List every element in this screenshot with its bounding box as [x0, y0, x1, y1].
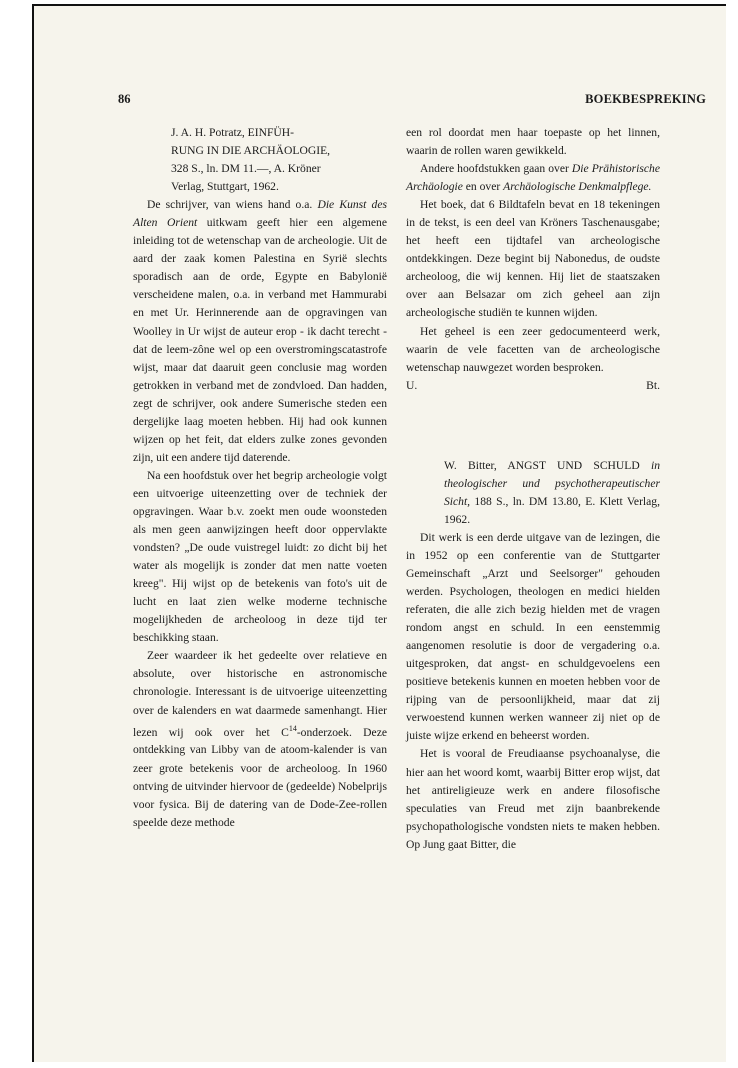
review1-paragraph-2: Na een hoofdstuk over het begrip archeologie volgt een uitvoerige uiteenzetting over de techniek der opgravingen. Waar b.v. zoekt men oude woonsteden als men geen aanwijzingen heeft door oppervlakte vondsten? „De oude vuistregel luidt: zo dicht bij het water als mogelijk is zonder dat men natte voeten kreeg". Hij wijst op de betekenis van foto's uit de lucht en laat zien welke moderne technische mogelijkheden de archeoloog in deze tijd ter beschikking staan.	[133, 468, 387, 645]
review1-ref-line1: J. A. H. Potratz, EINFÜH-	[171, 126, 295, 139]
review1-paragraph-5: Het boek, dat 6 Bildtafeln bevat en 18 tekeningen in de tekst, is een deel van Kröners Taschenausgabe; het heeft een tijdtafel van archeologische ontdekkingen. Deze begint bij Nabonedus, de oudste archeoloog, die wij kennen. Hij liet de staatszaken over aan Belsazar om zich geheel aan zijn archeologische studiën te kunnen wijden.	[406, 198, 660, 320]
review2-ref-title: in theologischer und psychotherapeutischer Sicht,	[444, 458, 660, 508]
running-title: BOEKBESPREKING	[585, 92, 706, 106]
review1-p3-text-b: -onderzoek. Deze ontdekking van Libby van de atoom-kalender is van zeer grote betekenis voor de archeoloog. In 1960 ontving de uitvinder hiervoor de (gedeelde) Nobelprijs voor fysica. Bij de datering van de Dode-Zee-rollen speelde deze methode	[133, 725, 387, 829]
review1-signature	[406, 377, 660, 395]
review1-paragraph-6: Het geheel is een zeer gedocumenteerd werk, waarin de vele facetten van de archeologische wetenschap nauwgezet worden besproken.	[406, 324, 660, 374]
review1-paragraph-4	[406, 160, 660, 196]
review1-continuation: een rol doordat men haar toepaste op het linnen, waarin de rollen waren gewikkeld.	[406, 126, 660, 158]
review1-r2-title-2: Archäologische Denkmalpflege.	[503, 180, 652, 194]
review1-p1-text-a: De schrijver, van wiens hand o.a.	[147, 198, 318, 212]
review1-p3-superscript: 14	[288, 723, 297, 733]
review1-ref-line2: RUNG IN DIE ARCHÄOLOGIE,	[171, 144, 331, 158]
review2-ref-text-b: 188 S., ln. DM 13.80, E. Klett Verlag, 1962.	[444, 494, 660, 526]
review1-r2-text-b: en over	[462, 180, 504, 194]
review1-paragraph-1	[133, 196, 387, 467]
page-number: 86	[118, 92, 131, 106]
review1-p1-title: Die Kunst des Alten Orient	[133, 198, 387, 230]
review1-r2-title-1: Die Prähistorische Archäologie	[406, 162, 660, 194]
review1-paragraph-3	[133, 647, 387, 831]
left-column	[133, 124, 387, 832]
review-separator	[406, 395, 660, 457]
review1-p3-text-a: Zeer waardeer ik het gedeelte over relatieve en absolute, over historische en astronomische chronologie. Interessant is de uitvoerige uiteenzetting over de kalenders en wat daarmede samenhangt. Hier lezen wij ook over het C	[133, 649, 387, 739]
review2-paragraph-1: Dit werk is een derde uitgave van de lezingen, die in 1952 op een conferentie van de Stuttgarter Gemeinschaft „Arzt und Seelsorger" gehouden werden. Psychologen, theologen en medici hielden referaten, die alle zich bezig hielden met de vragen rondom angst en schuld. In een eenstemmig aangenomen resolutie is door de vergadering o.a. uitgesproken, dat angst- en schuldgevoelens een positieve betekenis kunnen en moeten hebben voor de rijping van de persoonlijkheid, maar dat zij verwoestend kunnen werken wanneer zij niet op de juiste wijze erkend en beheerst worden.	[406, 530, 660, 743]
journal-page	[32, 4, 726, 1062]
review1-ref-line4: Verlag, Stuttgart, 1962.	[171, 180, 279, 194]
review1-r2-text-a: Andere hoofdstukken gaan over	[420, 162, 572, 176]
review1-p1-text-b: uitkwam geeft hier een algemene inleiding tot de wetenschap van de archeologie. Uit de aard der zaak komen Palestina en Syrië slechts sporadisch aan de orde, Egypte en Babylonië verscheidene malen, o.a. in verband met Hammurabi en met Ur. Herinnerende aan de opgravingen van Woolley in Ur wijst de auteur erop - ik dacht terecht - dat de leem-zône wel op een overstromingscatastrofe wijst, maar dat daaruit geen conclusie mag worden getrokken in verband met de zondvloed. Dan hadden, zegt de schrijver, ook andere Sumerische steden een dergelijke laag moeten hebben. Hij had ook kunnen wijzen op het feit, dat elders zulke zones gevonden zijn, uit een andere tijd daterende.	[133, 216, 387, 464]
right-column	[406, 124, 660, 854]
review2-ref-text-a: W. Bitter, ANGST UND SCHULD	[444, 458, 651, 472]
review1-reference	[133, 124, 387, 196]
review1-ref-line3: 328 S., ln. DM 11.—, A. Kröner	[171, 162, 321, 176]
review2-reference	[406, 457, 660, 529]
signature-reviewer: Bt.	[646, 378, 660, 392]
signature-initial: U.	[406, 378, 418, 392]
review2-paragraph-2: Het is vooral de Freudiaanse psychoanalyse, die hier aan het woord komt, waarbij Bitter erop wijst, dat het antireligieuze werk en andere filosofische speculaties van Freud met zijn baanbrekende psychopathologische vondsten niets te maken hebben. Op Jung gaat Bitter, die	[406, 747, 660, 851]
